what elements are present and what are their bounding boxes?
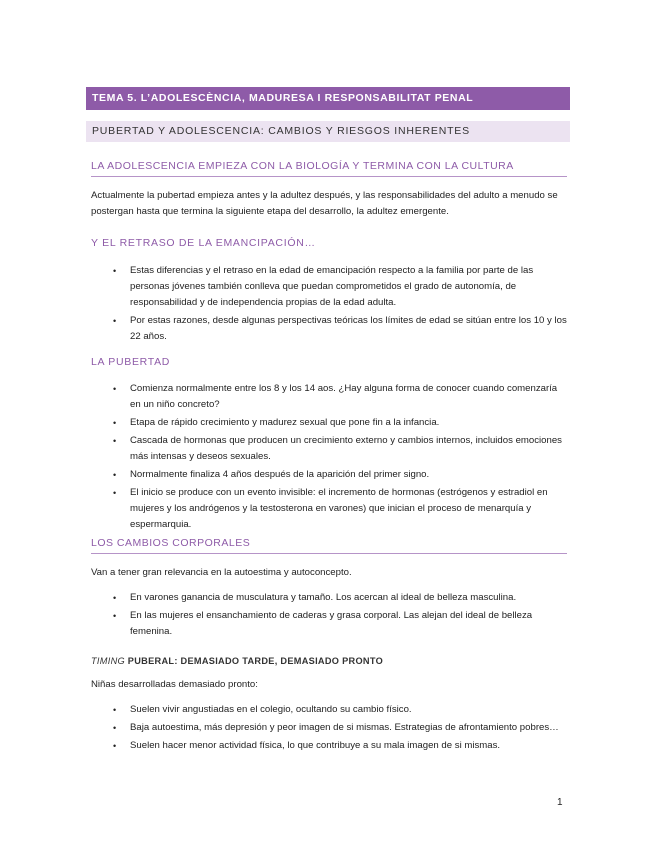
bullet-list-emancipacion [111, 263, 567, 347]
bullet-list-timing [111, 702, 567, 756]
list-item [111, 720, 567, 736]
list-item [111, 608, 567, 640]
paragraph-pubertad-adultez: Actualmente la pubertad empieza antes y la adultez después, y las responsabilidades del adulto a menudo se postergan hasta que termina la siguiente etapa del desarrollo, la adultez emergente. [91, 190, 558, 217]
list-item-text: Suelen hacer menor actividad física, lo que contribuye a su mala imagen de si mismas. [130, 740, 501, 751]
bullet-icon: • [113, 741, 117, 751]
paragraph-ninas-desarrolladas: Niñas desarrolladas demasiado pronto: [91, 679, 258, 690]
list-item [111, 263, 567, 311]
bullet-icon: • [113, 266, 117, 276]
heading-retraso-emancipacion: Y EL RETRASO DE LA EMANCIPACIÓN… [91, 237, 316, 249]
bullet-icon: • [113, 488, 117, 498]
bullet-icon: • [113, 611, 117, 621]
list-item [111, 738, 567, 754]
chapter-title-bar: TEMA 5. L’ADOLESCÈNCIA, MADURESA I RESPONSABILITAT PENAL [86, 87, 570, 110]
bullet-list-pubertad [111, 381, 567, 535]
list-item-text: Por estas razones, desde algunas perspectivas teóricas los límites de edad se sitúan entre los 10 y los 22 años. [130, 315, 567, 342]
list-item-text: Estas diferencias y el retraso en la edad de emancipación respecto a la familia por parte de las personas jóvenes también conlleva que puedan comprometidos el grado de autonomía, de responsabilidad y de independencia propias de la edad adulta. [130, 265, 534, 308]
heading-la-pubertad: LA PUBERTAD [91, 356, 171, 368]
paragraph-autoestima: Van a tener gran relevancia en la autoestima y autoconcepto. [91, 567, 352, 578]
list-item [111, 381, 567, 413]
heading-italic-part: TIMING [91, 656, 125, 666]
bullet-icon: • [113, 384, 117, 394]
heading-rest: PUBERAL: DEMASIADO TARDE, DEMASIADO PRONTO [124, 656, 384, 666]
list-item-text: En las mujeres el ensanchamiento de caderas y grasa corporal. Las alejan del ideal de belleza femenina. [130, 610, 533, 637]
bullet-icon: • [113, 705, 117, 715]
bullet-icon: • [113, 723, 117, 733]
bullet-list-cambios [111, 590, 567, 642]
bullet-icon: • [113, 316, 117, 326]
bullet-icon: • [113, 593, 117, 603]
bullet-icon: • [113, 436, 117, 446]
list-item-text: El inicio se produce con un evento invisible: el incremento de hormonas (estrógenos y estradiol en mujeres y los andrógenos y la testosterona en varones) que inician el proceso de menarquía y espermarquia. [130, 487, 548, 530]
list-item-text: En varones ganancia de musculatura y tamaño. Los acercan al ideal de belleza masculina. [130, 592, 517, 603]
bullet-icon: • [113, 470, 117, 480]
list-item-text: Comienza normalmente entre los 8 y los 14 aos. ¿Hay alguna forma de conocer cuando comenzaría en un niño concreto? [130, 383, 558, 410]
list-item-text: Baja autoestima, más depresión y peor imagen de si mismas. Estrategias de afrontamiento pobres… [130, 722, 559, 733]
list-item [111, 415, 567, 431]
bullet-icon: • [113, 418, 117, 428]
list-item [111, 702, 567, 718]
list-item-text: Etapa de rápido crecimiento y madurez sexual que pone fin a la infancia. [130, 417, 440, 428]
list-item-text: Suelen vivir angustiadas en el colegio, ocultando su cambio físico. [130, 704, 412, 715]
heading-timing-puberal [91, 656, 383, 666]
list-item-text: Normalmente finaliza 4 años después de la aparición del primer signo. [130, 469, 430, 480]
list-item [111, 433, 567, 465]
section-subtitle-bar: PUBERTAD Y ADOLESCENCIA: CAMBIOS Y RIESGOS INHERENTES [86, 121, 570, 142]
list-item [111, 590, 567, 606]
heading-cambios-corporales: LOS CAMBIOS CORPORALES [91, 537, 567, 554]
list-item [111, 313, 567, 345]
list-item [111, 485, 567, 533]
heading-adolescencia-biologia: LA ADOLESCENCIA EMPIEZA CON LA BIOLOGÍA Y TERMINA CON LA CULTURA [91, 160, 567, 177]
list-item [111, 467, 567, 483]
page-number: 1 [557, 797, 563, 808]
list-item-text: Cascada de hormonas que producen un crecimiento externo y cambios internos, incluidos emociones más intensas y deseos sexuales. [130, 435, 562, 462]
